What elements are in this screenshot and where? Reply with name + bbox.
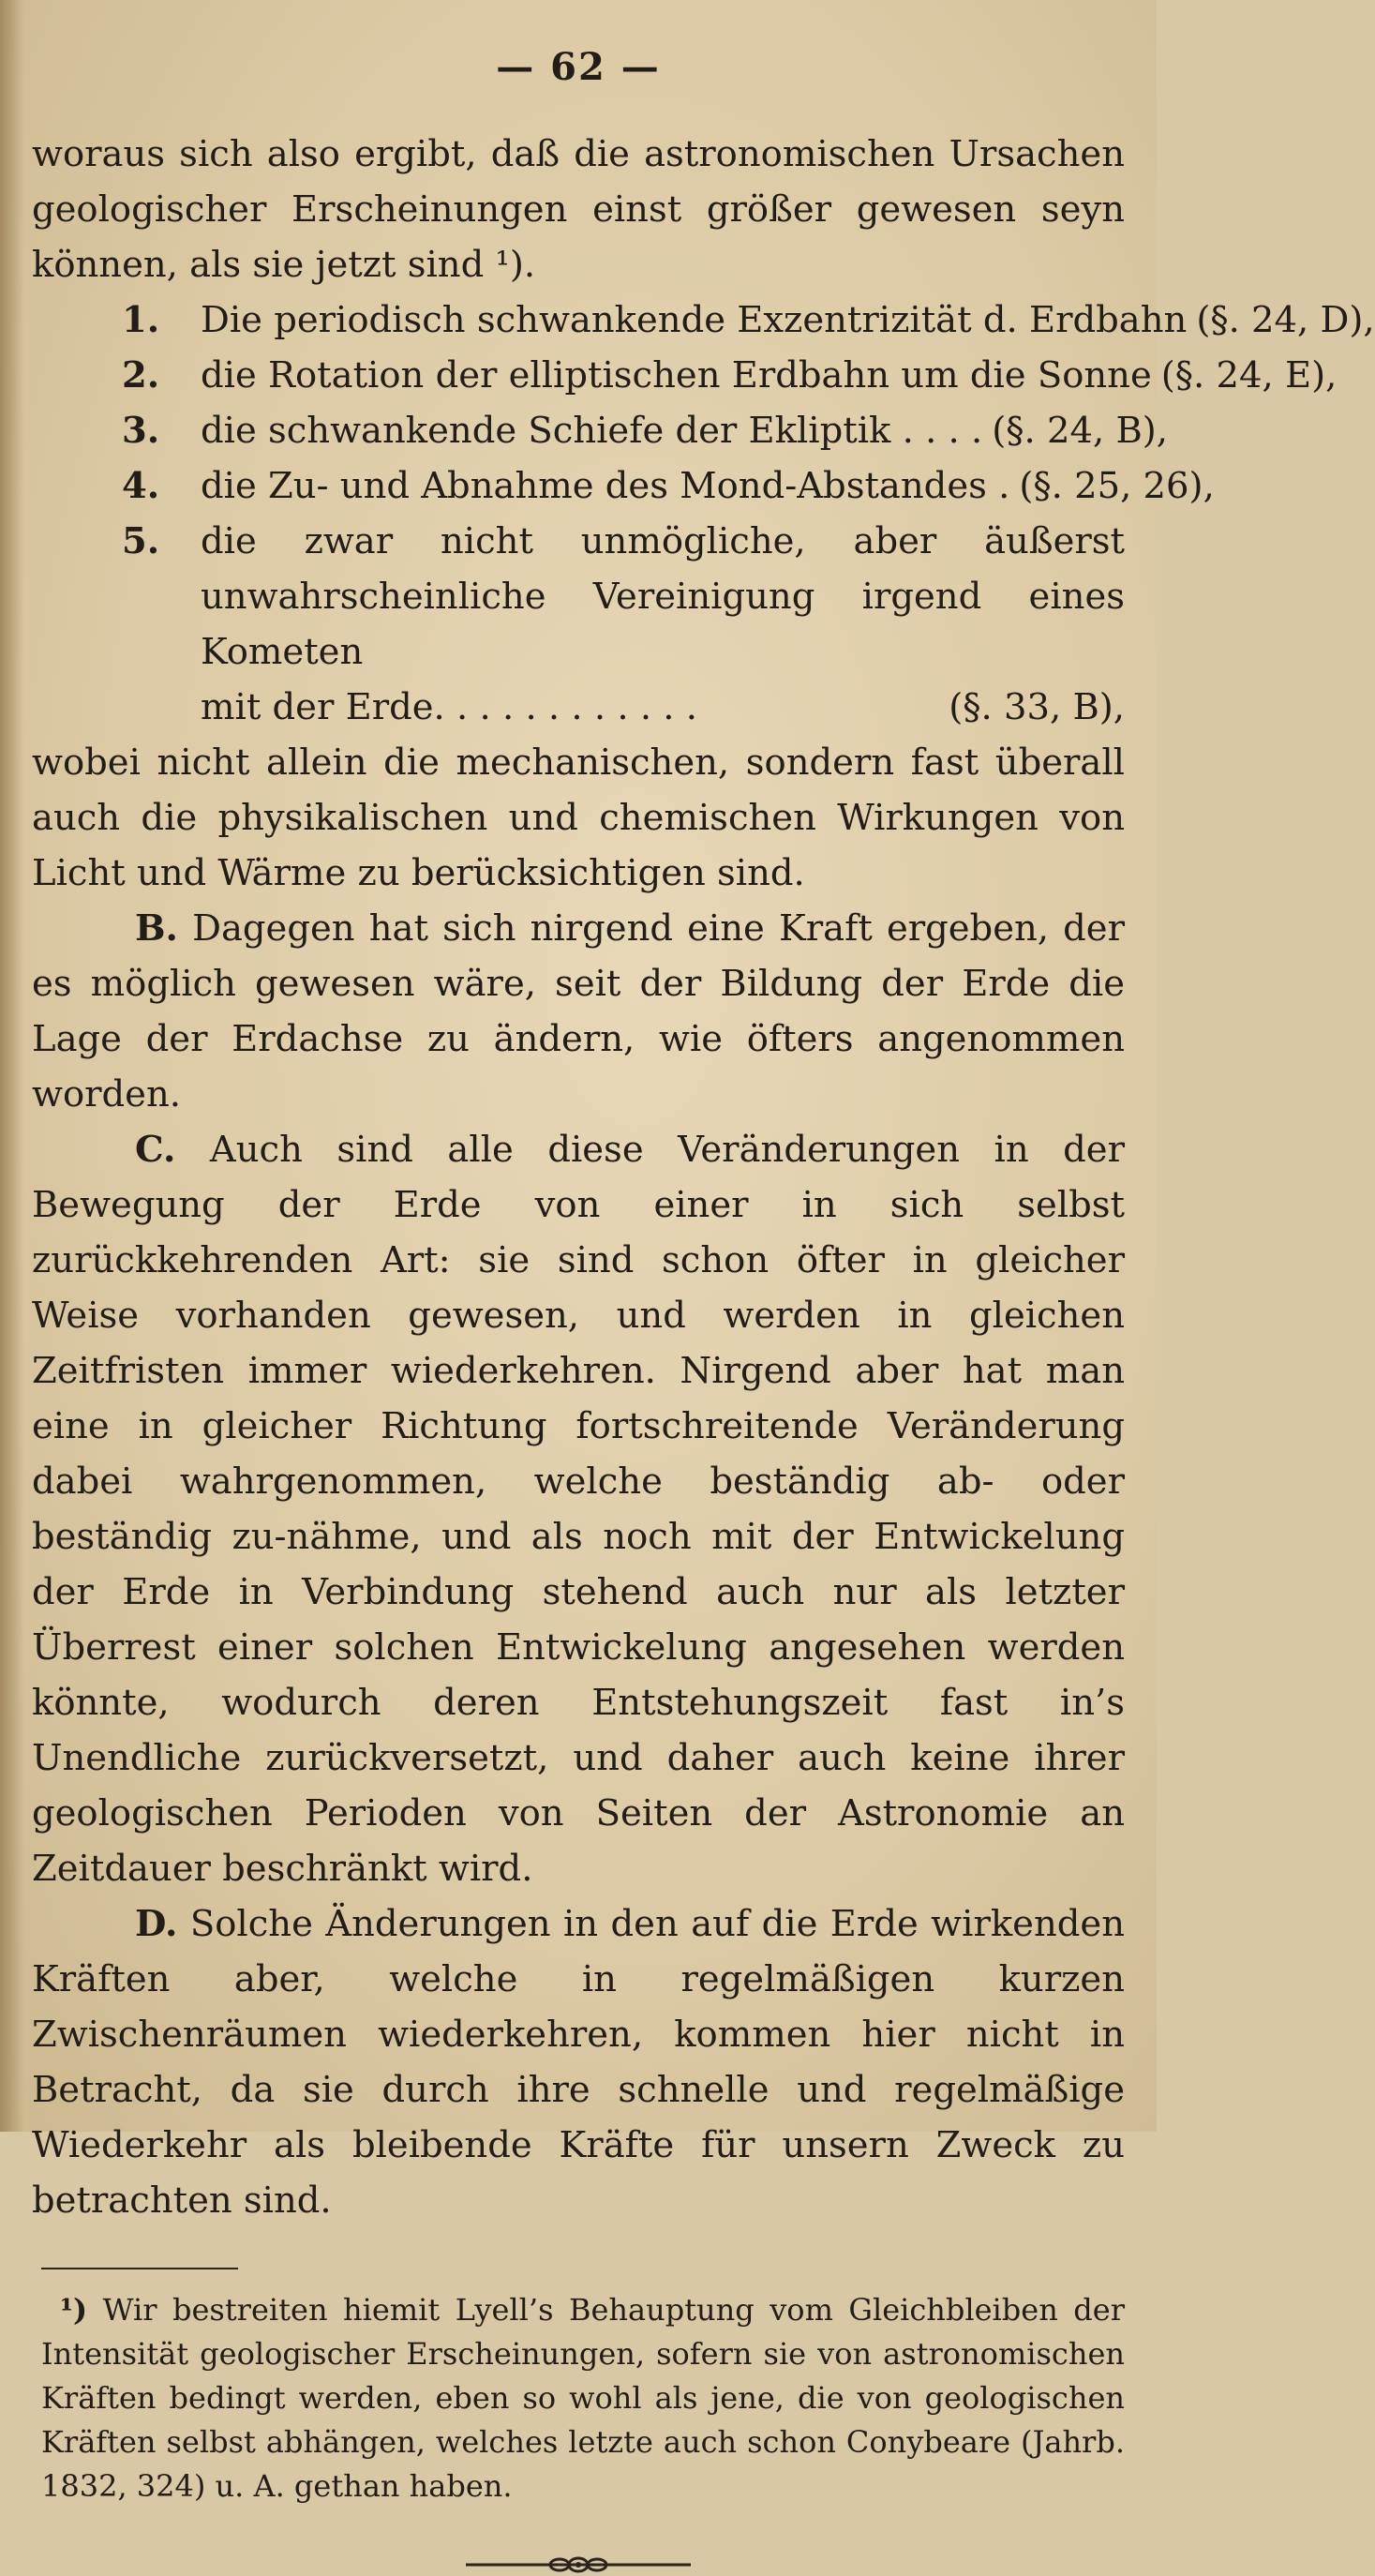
end-ornament	[32, 2554, 1125, 2576]
numbered-list	[32, 292, 1375, 735]
list-item-text: mit der Erde. . . . . . . . . . . .	[201, 686, 698, 728]
list-item-text: die Rotation der elliptischen Erdbahn um die Sonne	[201, 354, 1152, 397]
list-item-text: die Zu- und Abnahme des Mond-Abstandes .	[201, 465, 1010, 507]
list-item	[32, 458, 1215, 514]
list-item-reference: (§. 25, 26),	[1019, 465, 1215, 507]
after-list-paragraph: wobei nicht allein die mechanischen, sondern fast überall auch die physikalischen und chemischen Wirkungen von Licht und Wärme zu berücksichtigen sind.	[32, 741, 1125, 894]
footnote-divider	[41, 2268, 238, 2269]
list-item-text: Die periodisch schwankende Exzentrizität d. Erdbahn	[201, 299, 1188, 341]
list-item	[32, 403, 1169, 458]
list-item	[32, 514, 1125, 680]
paragraph-letter: C.	[135, 1129, 176, 1171]
list-item-reference: (§. 24, D),	[1196, 299, 1375, 341]
ornament-flourish-icon	[466, 2554, 691, 2576]
paragraph-text: Dagegen hat sich nirgend eine Kraft ergeben, der es möglich gewesen wäre, seit der Bildung der Erde die Lage der Erdachse zu ändern, wie öfters angenommen worden.	[32, 907, 1125, 1116]
list-item-number: 3.	[122, 410, 160, 452]
list-item-reference: (§. 24, B),	[992, 410, 1169, 452]
list-item	[32, 292, 1375, 348]
list-item-number: 1.	[122, 299, 160, 341]
list-item	[32, 348, 1338, 403]
intro-paragraph: woraus sich also ergibt, daß die astronomischen Ursachen geologischer Erscheinungen einst größer gewesen seyn können, als sie jetzt sind ¹).	[32, 133, 1125, 286]
list-item-number: 5.	[122, 520, 160, 562]
paragraph-d	[32, 1896, 1125, 2228]
paragraph-letter: B.	[135, 907, 178, 950]
main-text	[32, 127, 1375, 2228]
list-item-reference: (§. 33, B),	[949, 686, 1125, 728]
footnote-text: Wir bestreiten hiemit Lyell’s Behauptung vom Gleichbleiben der Intensität geologischer Erscheinungen, sofern sie von astronomischen Kräften bedingt werden, eben so wohl als jene, die von geologischen Kräften selbst abhängen, welches letzte auch schon Conybeare (Jahrb. 1832, 324) u. A. gethan haben.	[41, 2292, 1126, 2504]
list-item-text: die schwankende Schiefe der Ekliptik . . . .	[201, 410, 983, 452]
paragraph-c	[32, 1122, 1125, 1896]
page-number: — 62 —	[496, 45, 661, 89]
paragraph-letter: D.	[135, 1903, 178, 1945]
list-item-reference: (§. 24, E),	[1160, 354, 1338, 397]
paragraph-text: Solche Änderungen in den auf die Erde wirkenden Kräften aber, welche in regelmäßigen kurzen Zwischenräumen wiederkehren, kommen hier nicht in Betracht, da sie durch ihre schnelle und regelmäßige Wiederkehr als bleibende Kräfte für unsern Zweck zu betrachten sind.	[32, 1903, 1125, 2222]
footnote	[32, 2288, 1125, 2509]
list-item-text: die zwar nicht unmögliche, aber äußerst unwahrscheinliche Vereinigung irgend eines Kometen	[201, 520, 1125, 673]
paragraph-b	[32, 901, 1125, 1122]
footnote-mark: ¹)	[60, 2292, 88, 2328]
list-item-number: 4.	[122, 465, 160, 507]
paragraph-text: Auch sind alle diese Veränderungen in der Bewegung der Erde von einer in sich selbst zurückkehrenden Art: sie sind schon öfter in gleicher Weise vorhanden gewesen, und werden in gleichen Zeitfristen immer wiederkehren. Nirgend aber hat man eine in gleicher Richtung fortschreitende Veränderung dabei wahrgenommen, welche beständig ab- oder beständig zu-nähme, und als noch mit der Entwickelung der Erde in Verbindung stehend auch nur als letzter Überrest einer solchen Entwickelung angesehen werden könnte, wodurch deren Entstehungszeit fast in’s Unendliche zurückversetzt, und daher auch keine ihrer geologischen Perioden von Seiten der Astronomie an Zeitdauer beschränkt wird.	[32, 1129, 1125, 1890]
list-item-number: 2.	[122, 354, 160, 397]
list-item-continuation	[32, 680, 1125, 735]
